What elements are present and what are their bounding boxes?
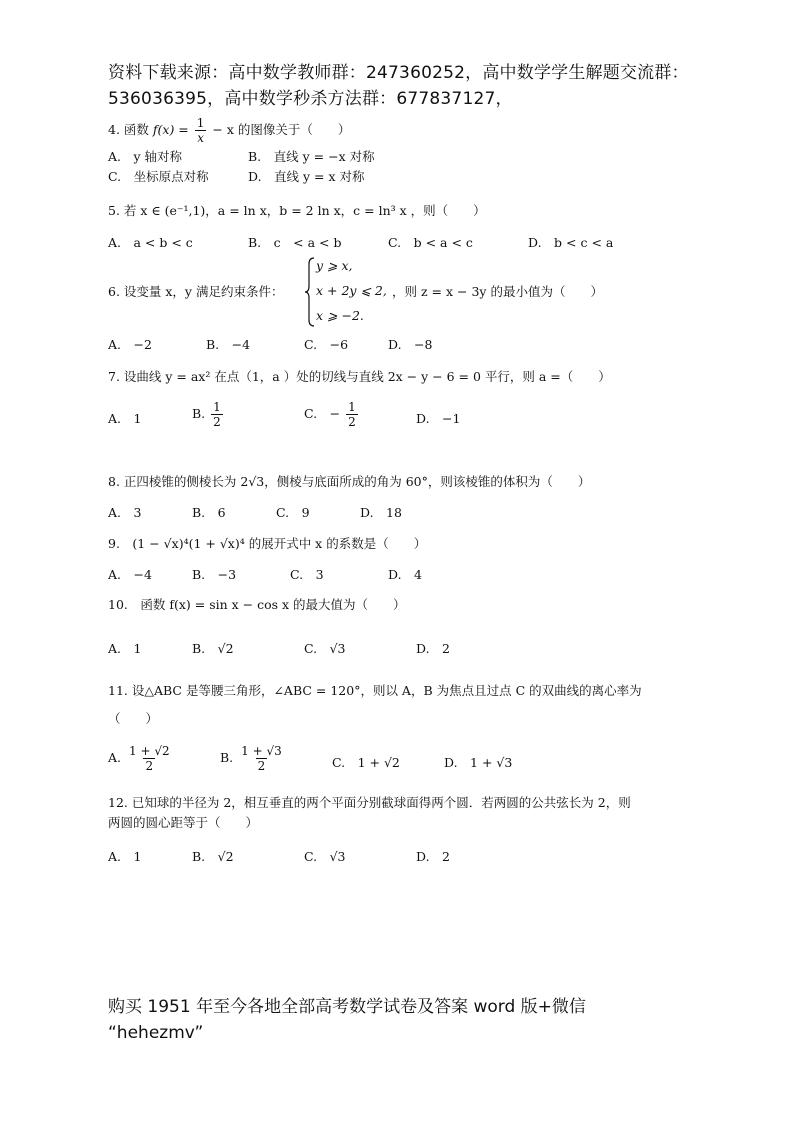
q9-option-c: C. 3 (290, 567, 324, 582)
question-7-stem: 7. 设曲线 y = ax² 在点（1，a ）处的切线与直线 2x − y − 6 = 0 平行，则 a =（ ） (108, 369, 611, 384)
q12-option-b: B. √2 (192, 849, 234, 864)
q5-option-c: C. b < a < c (388, 235, 473, 250)
q7-c-den: 2 (348, 415, 356, 429)
q11-b-num: 1 + √3 (241, 744, 282, 758)
q12-option-a: A. 1 (108, 849, 142, 864)
q9-option-d: D. 4 (388, 567, 423, 582)
q7-option-b-fraction (211, 400, 223, 429)
q8-option-a: A. 3 (108, 505, 142, 520)
question-9-stem: 9. (1 − √x)⁴(1 + √x)⁴ 的展开式中 x 的系数是（ ） (108, 536, 427, 551)
question-8-stem: 8. 正四棱锥的侧棱长为 2√3，侧棱与底面所成的角为 60°，则该棱锥的体积为（ ） (108, 474, 591, 489)
q8-option-b: B. 6 (192, 505, 226, 520)
q5-option-a: A. a < b < c (108, 235, 193, 250)
q11-option-b (220, 744, 286, 773)
question-12-stem-2: 两圆的圆心距等于（ ） (108, 815, 259, 830)
q6-constraint-2: x + 2y ⩽ 2, (316, 283, 387, 298)
q4-frac-num: 1 (196, 116, 205, 130)
q4-option-b: B. 直线 y = −x 对称 (248, 149, 375, 164)
q11-option-a (108, 744, 174, 773)
q11-a-den: 2 (145, 759, 154, 773)
q10-option-b: B. √2 (192, 641, 234, 656)
brace-icon (304, 256, 316, 328)
q11-option-c: C. 1 + √2 (332, 755, 400, 770)
question-6-tail: ，则 z = x − 3y 的最小值为（ ） (392, 284, 603, 299)
q7-option-a: A. 1 (108, 411, 142, 426)
q12-option-d: D. 2 (416, 849, 451, 864)
q4-fraction (195, 116, 207, 145)
header-line-1: 资料下载来源：高中数学教师群：247360252，高中数学学生解题交流群： (108, 63, 689, 83)
question-12-stem: 12. 已知球的半径为 2，相互垂直的两个平面分别截球面得两个圆．若两圆的公共弦长为 2，则 (108, 795, 631, 810)
question-5-stem: 5. 若 x ∈ (e⁻¹,1)，a = ln x，b = 2 ln x，c = ln³ x ，则（ ） (108, 203, 486, 218)
question-4-stem (108, 116, 350, 145)
q10-option-c: C. √3 (304, 641, 346, 656)
q7-b-num: 1 (213, 400, 221, 414)
q6-constraint-1: y ⩾ x, (316, 258, 353, 273)
q11-option-a-fraction (127, 744, 172, 773)
header-line-2: 536036395，高中数学秒杀方法群：677837127， (108, 89, 513, 109)
q6-option-c: C. −6 (304, 337, 349, 352)
q7-option-c-fraction (346, 400, 358, 429)
q8-option-c: C. 9 (276, 505, 310, 520)
q7-option-d: D. −1 (416, 411, 461, 426)
question-11-stem: 11. 设△ABC 是等腰三角形，∠ABC = 120°，则以 A，B 为焦点且过点 C 的双曲线的离心率为 (108, 683, 642, 698)
q7-option-b-label: B. (192, 406, 206, 421)
question-6-prefix: 6. 设变量 x，y 满足约束条件： (108, 284, 284, 299)
q6-option-b: B. −4 (206, 337, 251, 352)
q11-option-b-label: B. (220, 750, 234, 765)
q8-option-d: D. 18 (360, 505, 402, 520)
q11-option-b-fraction (239, 744, 284, 773)
q6-constraint-3: x ⩾ −2. (316, 308, 364, 323)
q7-option-c-label: C. − (304, 406, 341, 421)
q4-option-d: D. 直线 y = x 对称 (248, 169, 365, 184)
q5-option-d: D. b < c < a (528, 235, 614, 250)
q12-option-c: C. √3 (304, 849, 346, 864)
q5-option-b: B. c < a < b (248, 235, 342, 250)
header-notice (108, 60, 708, 112)
q6-constraint-system (304, 256, 387, 328)
q7-option-c (304, 400, 360, 429)
q10-option-a: A. 1 (108, 641, 142, 656)
footer-line-1: 购买 1951 年至今各地全部高考数学试卷及答案 word 版+微信 (108, 997, 586, 1017)
q11-b-den: 2 (257, 759, 266, 773)
q10-option-d: D. 2 (416, 641, 451, 656)
q4-prefix: 4. 函数 (108, 122, 149, 137)
footer-notice (108, 994, 708, 1046)
q7-option-b (192, 400, 225, 429)
q11-option-a-label: A. (108, 750, 122, 765)
q7-c-num: 1 (348, 400, 356, 414)
q11-a-num: 1 + √2 (129, 744, 170, 758)
q7-b-den: 2 (213, 415, 221, 429)
q4-func: f(x) = (152, 122, 189, 137)
q9-option-b: B. −3 (192, 567, 237, 582)
footer-line-2: “hehezmv” (108, 1023, 204, 1043)
q11-option-d: D. 1 + √3 (444, 755, 513, 770)
q6-option-d: D. −8 (388, 337, 433, 352)
q4-tail: − x 的图像关于（ ） (212, 122, 351, 137)
q4-option-c: C. 坐标原点对称 (108, 169, 209, 184)
q6-option-a: A. −2 (108, 337, 152, 352)
question-10-stem: 10. 函数 f(x) = sin x − cos x 的最大值为（ ） (108, 597, 406, 612)
question-11-stem-2: （ ） (108, 711, 159, 726)
q9-option-a: A. −4 (108, 567, 152, 582)
q4-frac-den: x (197, 131, 204, 145)
q4-option-a: A. y 轴对称 (108, 149, 183, 164)
